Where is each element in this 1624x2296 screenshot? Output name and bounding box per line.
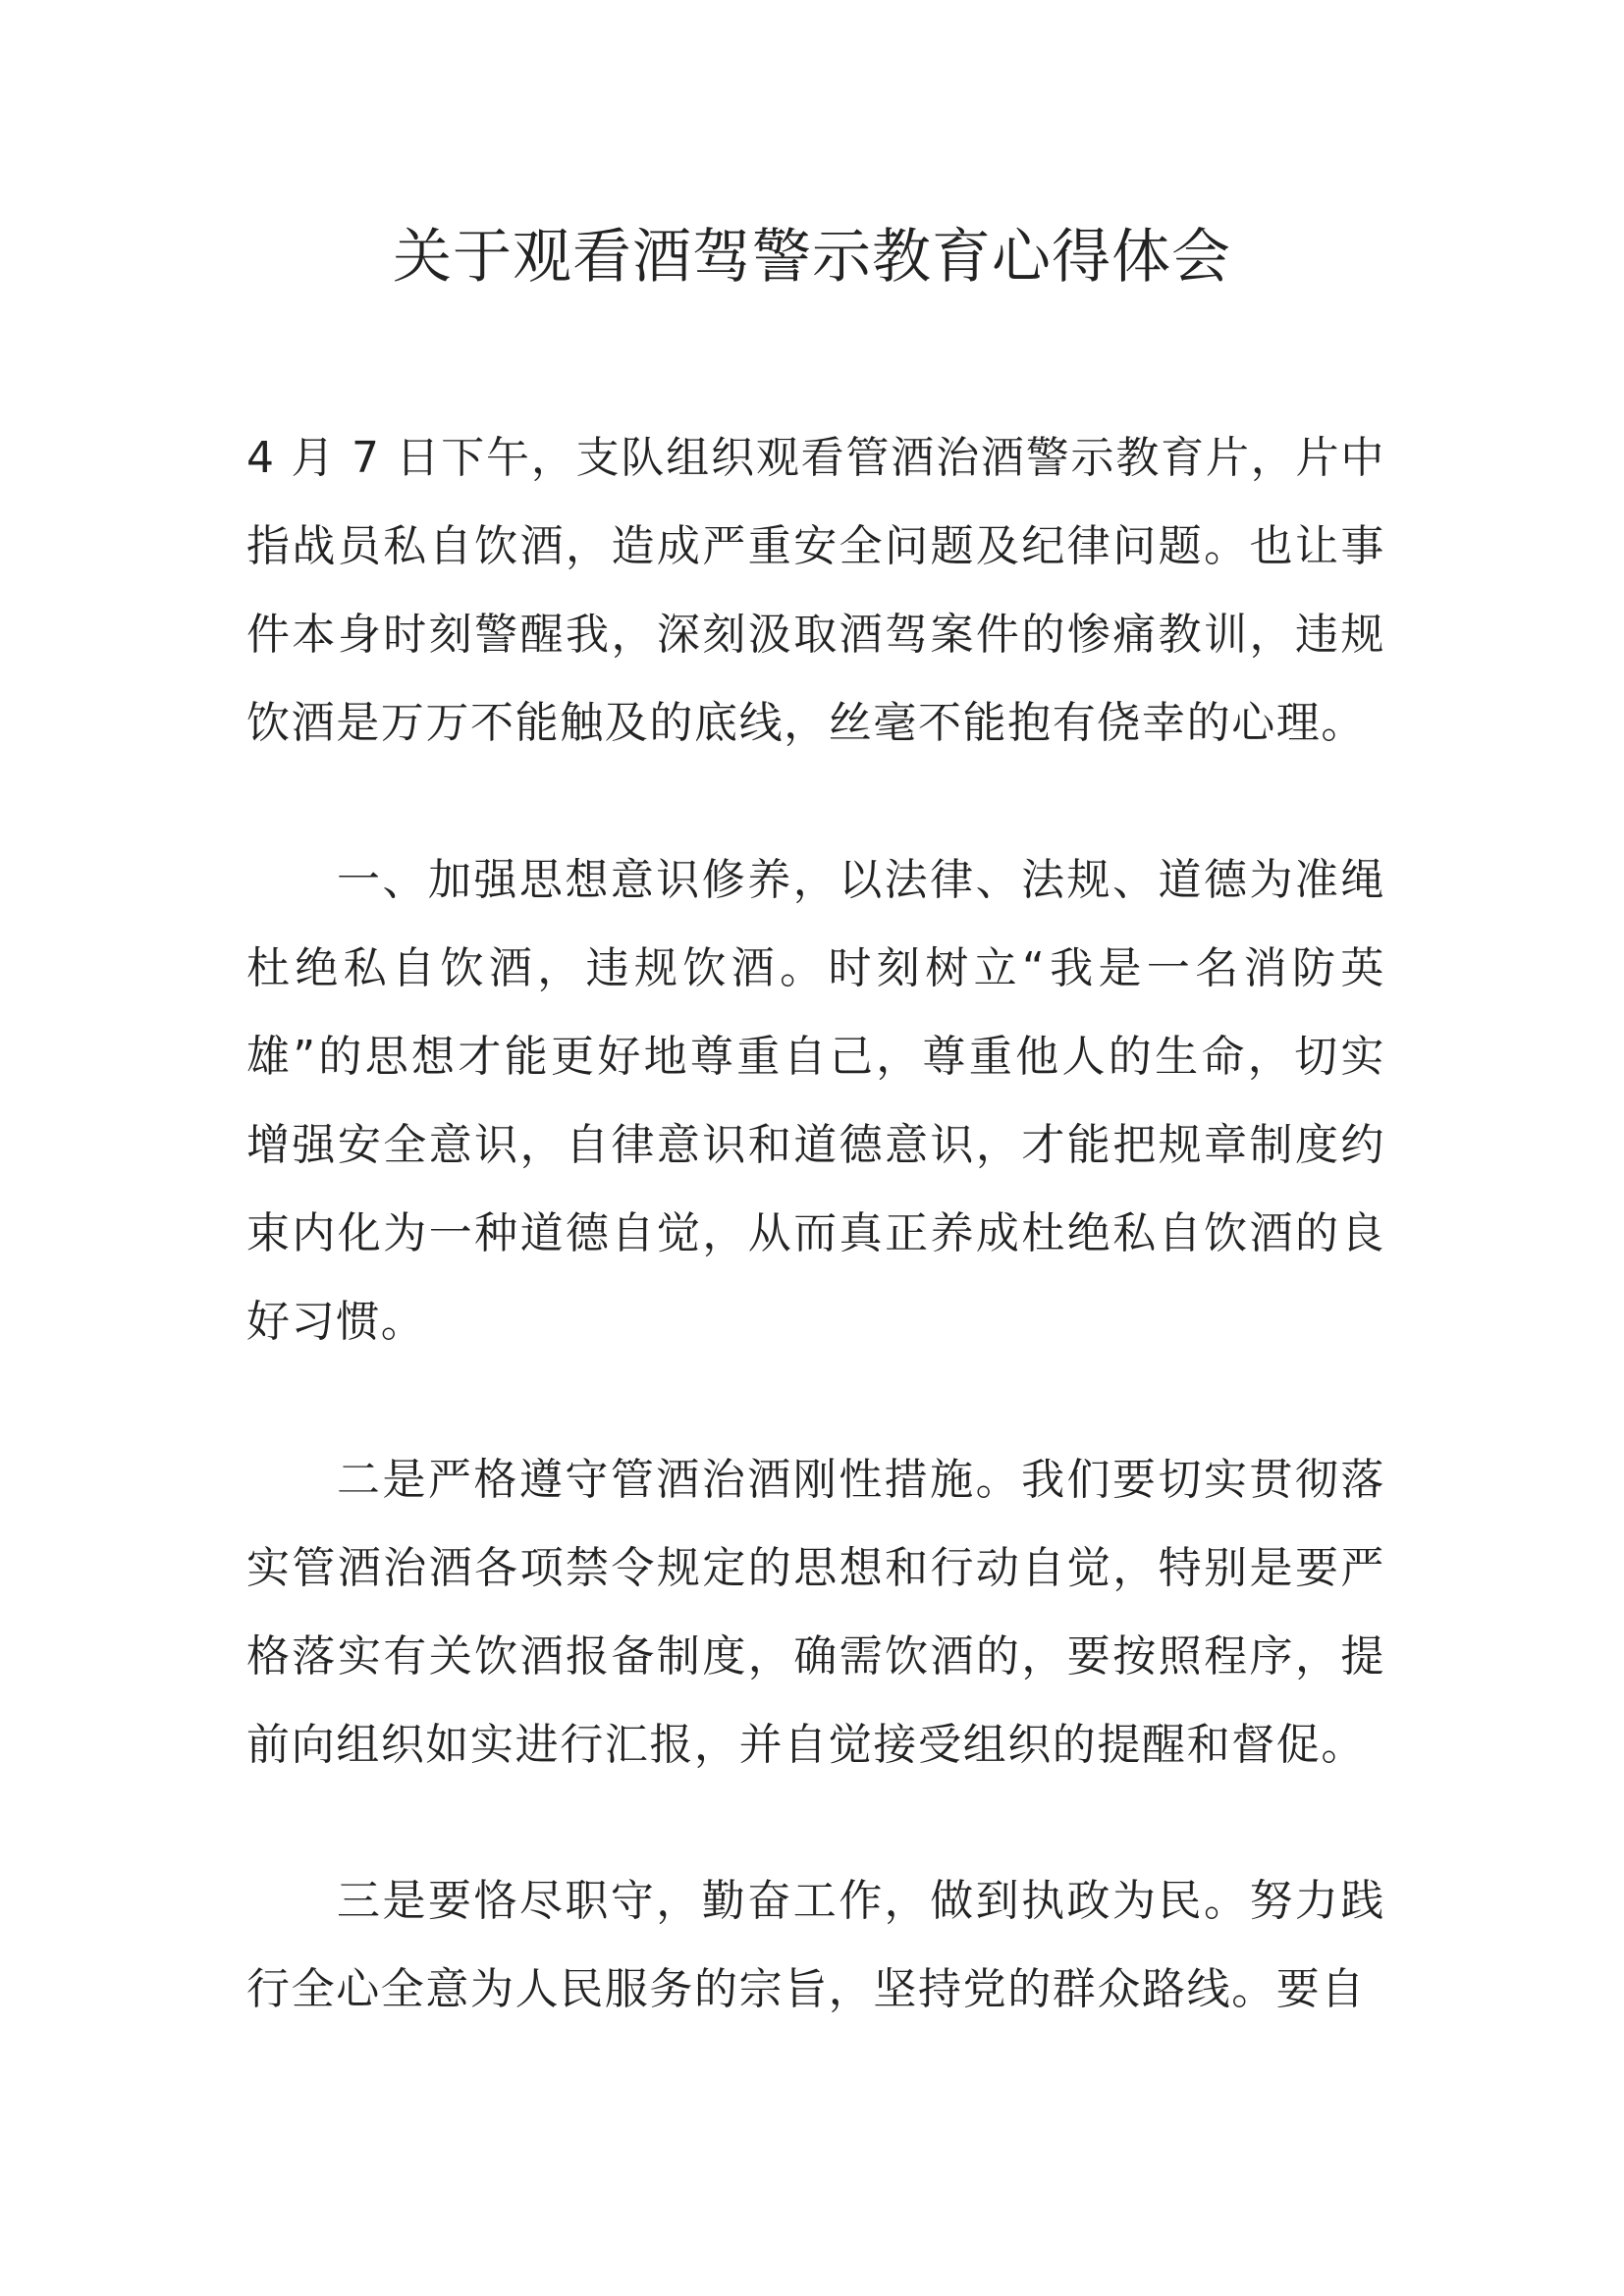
paragraph-point-two: 二是严格遵守管酒治酒刚性措施。我们要切实贯彻落实管酒治酒各项禁令规定的思想和行动自觉，特别是要严格落实有关饮酒报备制度，确需饮酒的，要按照程序，提前向组织如实进行汇报，并自觉接受组织的提醒和督促。 [246, 1455, 1385, 1770]
paragraph-point-one: 一、加强思想意识修养，以法律、法规、道德为准绳杜绝私自饮酒，违规饮酒。时刻树立“我是一名消防英雄”的思想才能更好地尊重自己，尊重他人的生命，切实增强安全意识，自律意识和道德意识，才能把规章制度约束内化为一种道德自觉，从而真正养成杜绝私自饮酒的良好习惯。 [246, 855, 1385, 1347]
paragraph-point-three: 三是要恪尽职守，勤奋工作，做到执政为民。努力践行全心全意为人民服务的宗旨，坚持党的群众路线。要自 [246, 1876, 1385, 2014]
document-title: 关于观看酒驾警示教育心得体会 [393, 223, 1231, 292]
paragraph-intro: 4 月 7 日下午，支队组织观看管酒治酒警示教育片，片中指战员私自饮酒，造成严重安全问题及纪律问题。也让事件本身时刻警醒我，深刻汲取酒驾案件的惨痛教训，违规饮酒是万万不能触及的底线，丝毫不能抱有侥幸的心理。 [246, 433, 1385, 748]
